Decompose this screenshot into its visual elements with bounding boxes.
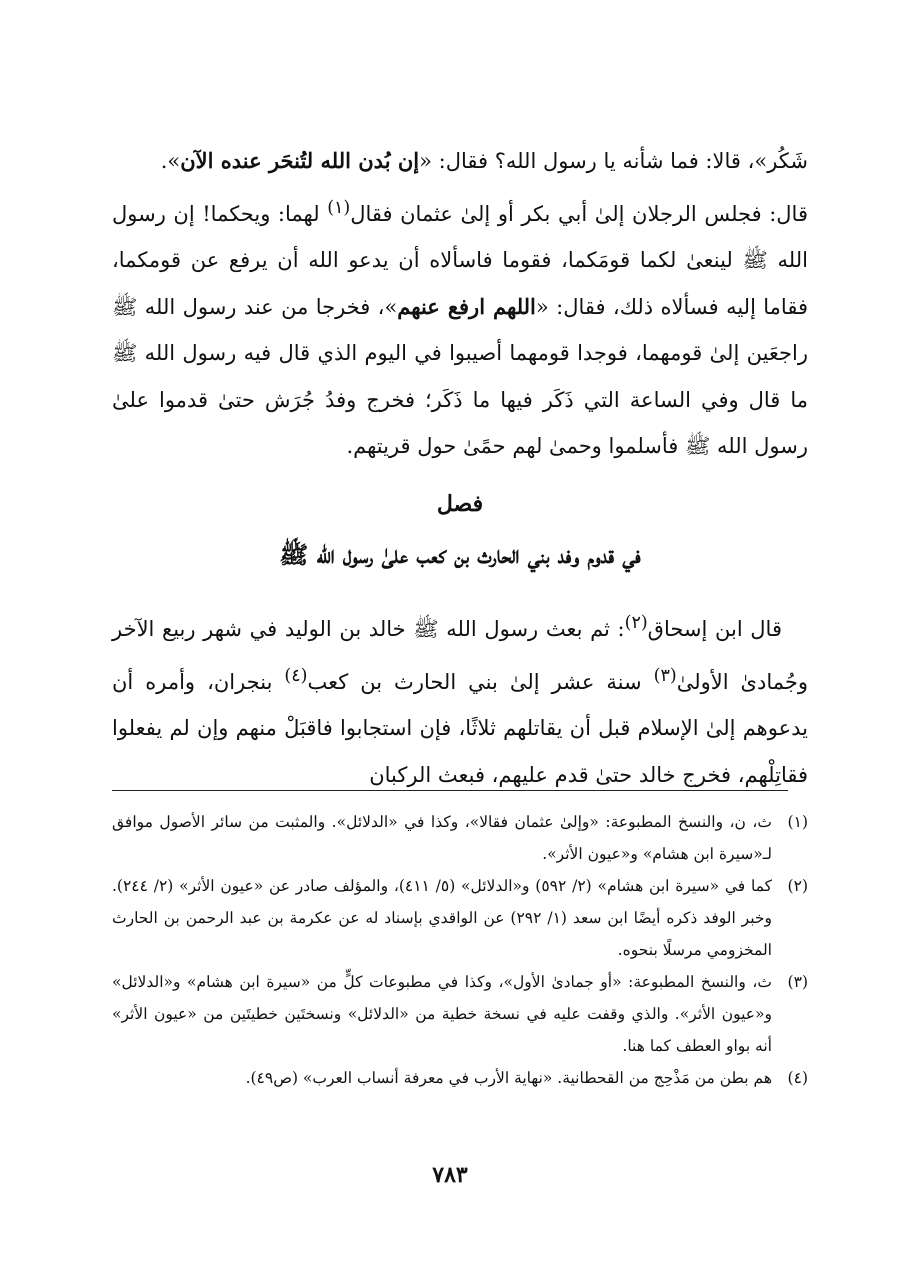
footnote-ref-1[interactable]: (١)	[327, 197, 351, 218]
footnote-text: ث، والنسخ المطبوعة: «أو جمادىٰ الأول»، وكذا في مطبوعات كلٍّ من «سيرة ابن هشام» و«الدلائل» و«عيون الأثر». والذي وقفت عليه في نسخة خطية من «الدلائل» ونسختَين خطيتَين من «عيون الأثر» أنه بواو العطف كما هنا.	[112, 973, 772, 1055]
section-label: فصل	[436, 491, 484, 517]
footnote-ref-4[interactable]: (٤)	[284, 665, 308, 686]
footnote-3	[112, 966, 808, 1062]
footnote-number: (٤)	[787, 1069, 808, 1087]
footnote-ref-2[interactable]: (٢)	[624, 613, 648, 633]
chapter-title: في قدوم وفد بني الحارث بن كعب علىٰ رسول الله ﷺ	[279, 540, 641, 569]
footnote-ref-3[interactable]: (٣)	[653, 665, 677, 686]
footnote-text: هم بطن من مَذْحِج من القحطانية. «نهاية الأرب في معرفة أنساب العرب» (ص٤٩).	[245, 1069, 772, 1087]
footnote-text: ث، ن، والنسخ المطبوعة: «وإلىٰ عثمان فقالا»، وكذا في «الدلائل». والمثبت من سائر الأصول موافق لـ«سيرة ابن هشام» و«عيون الأثر».	[112, 813, 772, 863]
footnote-2	[112, 870, 808, 966]
footnote-divider	[112, 790, 788, 791]
footnote-number: (٣)	[787, 973, 808, 991]
footnote-text: كما في «سيرة ابن هشام» (٢/ ٥٩٢) و«الدلائل» (٥/ ٤١١)، والمؤلف صادر عن «عيون الأثر» (٢/ ٢٤٤). وخبر الوفد ذكره أيضًا ابن سعد (١/ ٢٩٢) عن الواقدي بإسناد له عن عكرمة بن عبد الرحمن بن الحارث المخزومي مرسلًا بنحوه.	[112, 877, 773, 959]
page-number: ٧٨٣	[432, 1162, 468, 1188]
footnotes	[112, 806, 808, 1094]
paragraph-3: قال ابن إسحاق$^{(٢)}$: ثم بعث رسول الله ﷺ خالد بن الوليد في شهر ربيع الآخر وجُمادىٰ الأولىٰ$^{(٣)}$ سنة عشر إلىٰ بني الحارث بن كعب$^{(٤)}$ بنجران، وأمره أن يدعوهم إلىٰ الإسلام قبل أن يقاتلهم ثلاثًا، فإن استجابوا فاقبَلْ منهم وإن لم يفعلوا فقاتِلْهم، فخرج خالد حتىٰ قدم عليهم، فبعث الركبان	[112, 613, 808, 787]
footnote-4	[112, 1062, 808, 1094]
quote-bold: إن بُدن الله لتُنحَر عنده الآن	[180, 148, 420, 173]
footnote-number: (١)	[787, 813, 808, 831]
paragraph-2: قال: فجلس الرجلان إلىٰ أبي بكر أو إلىٰ عثمان فقال$^{(١)}$ لهما: ويحكما! إن رسول الله ﷺ لينعىٰ لكما قومَكما، فقوما فاسألاه أن يدعو الله أن يرفع عن قومكما، فقاما إليه فسألاه ذلك، فقال: «اللهم ارفع عنهم»، فخرجا من عند رسول الله ﷺ راجعَين إلىٰ قومهما، فوجدا قومهما أصيبوا في اليوم الذي قال فيه رسول الله ﷺ ما قال وفي الساعة التي ذَكَر فيها ما ذَكَر؛ فخرج وفدُ جُرَش حتىٰ قدموا علىٰ رسول الله ﷺ فأسلموا وحمىٰ لهم حمًىٰ حول قريتهم.	[112, 197, 808, 458]
main-text	[112, 138, 808, 470]
footnote-1	[112, 806, 808, 870]
footnote-number: (٢)	[787, 877, 808, 895]
quote-bold: اللهم ارفع عنهم	[397, 293, 536, 319]
section-text	[112, 600, 808, 798]
paragraph-1: شَكُر»، قالا: فما شأنه يا رسول الله؟ فقال: «إن بُدن الله لتُنحَر عنده الآن».	[160, 148, 808, 173]
